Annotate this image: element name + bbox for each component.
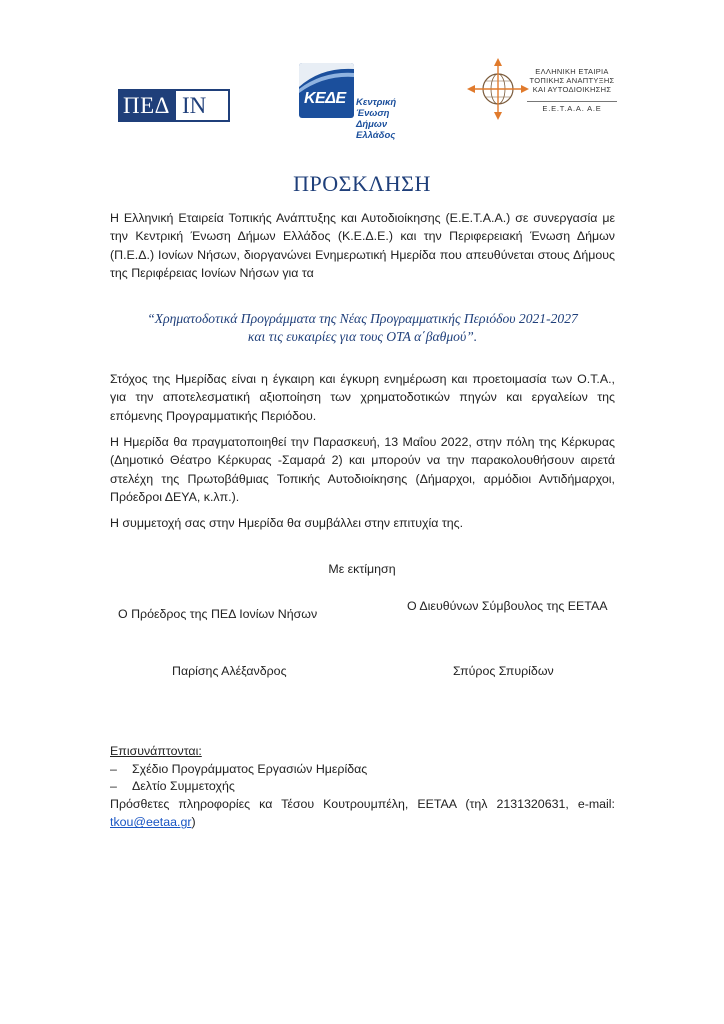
goal-paragraph: Στόχος της Ημερίδας είναι η έγκαιρη και έγκυρη ενημέρωση και προετοιμασία των Ο.Τ.Α., για την αποτελεσματική αξιοποίηση των χρηματοδοτικών πηγών και εργαλείων της επόμενης Προγραμματικής Περιόδου.: [110, 372, 615, 423]
kede-emblem: [299, 63, 354, 118]
kede-subtitle-line1: Κεντρική Ένωση: [356, 97, 397, 119]
eetaa-logo: [467, 57, 617, 121]
eetaa-name-line2: ΤΟΠΙΚΗΣ ΑΝΑΠΤΥΞΗΣ: [529, 76, 615, 85]
kede-subtitle-line2: Δήμων Ελλάδος: [356, 119, 396, 141]
right-signatory-name: Σπύρος Σπυρίδων: [453, 664, 554, 678]
contact-text: Πρόσθετες πληροφορίες κα Τέσου Κουτρουμπέλη, ΕΕΤΑΑ (τηλ 2131320631, e-mail:: [110, 797, 615, 811]
contact-email-link[interactable]: tkou@eetaa.gr: [110, 815, 192, 830]
eetaa-name-line1: ΕΛΛΗΝΙΚΗ ΕΤΑΙΡΙΑ: [535, 67, 609, 76]
ped-logo: [118, 89, 230, 122]
closing-salutation: Με εκτίμηση: [328, 562, 396, 576]
attachment-dash: –: [110, 779, 117, 793]
intro-paragraph: Η Ελληνική Εταιρεία Τοπικής Ανάπτυξης και Αυτοδιοίκησης (Ε.Ε.Τ.Α.Α.) σε συνεργασία με την Κεντρική Ένωση Δήμων Ελλάδος (Κ.Ε.Δ.Ε.) και την Περιφερειακή Ένωση Δήμων (Π.Ε.Δ.) Ιονίων Νήσων, διοργανώνει Ενημερωτική Ημερίδα που απευθύνεται στους Δήμους της Περιφέρειας Ιονίων Νήσων για τα: [110, 211, 615, 281]
event-subject-line1: “Χρηματοδοτικά Προγράμματα της Νέας Προγραμματικής Περιόδου 2021-2027: [147, 311, 578, 326]
eetaa-name-line3: ΚΑΙ ΑΥΤΟΔΙΟΙΚΗΣΗΣ: [532, 85, 612, 94]
event-subject-line2: και τις ευκαιρίες για τους ΟΤΑ α΄βαθμού”.: [247, 329, 478, 344]
contact-end: ): [191, 815, 196, 830]
ped-logo-region: ΙΝ: [176, 89, 230, 122]
page-title: ΠΡΟΣΚΛΗΣΗ: [293, 171, 431, 196]
participation-paragraph: Η συμμετοχή σας στην Ημερίδα θα συμβάλλει στην επιτυχία της.: [110, 516, 464, 530]
event-subject: [110, 310, 615, 346]
attachments-heading: Επισυνάπτονται:: [110, 744, 202, 758]
eetaa-name: [527, 67, 617, 94]
attachment-item-label: Σχέδιο Προγράμματος Εργασιών Ημερίδας: [132, 762, 368, 776]
ped-logo-mark: ΠΕΔ: [118, 89, 176, 122]
attachment-item: [110, 779, 235, 793]
kede-mark: ΚΕΔΕ: [304, 90, 346, 107]
kede-subtitle: [356, 97, 425, 141]
left-signatory-name: Παρίσης Αλέξανδρος: [172, 664, 287, 678]
eetaa-globe-icon: [467, 57, 529, 121]
attachment-dash: –: [110, 762, 117, 776]
contact-info: [110, 795, 615, 832]
eetaa-abbreviation: Ε.Ε.Τ.Α.Α. Α.Ε: [527, 101, 617, 113]
attachment-item-label: Δελτίο Συμμετοχής: [132, 779, 235, 793]
event-paragraph: Η Ημερίδα θα πραγματοποιηθεί την Παρασκευή, 13 Μαΐου 2022, στην πόλη της Κέρκυρας (Δημοτικό Θέατρο Κέρκυρας -Σαμαρά 2) και μπορούν να την παρακολουθήσουν αιρετά στελέχη της Πρωτοβάθμιας Τοπικής Αυτοδιοίκησης (Δήμαρχοι, αρμόδιοι Αντιδήμαρχοι, Πρόεδροι ΔΕΥΑ, κ.λπ.).: [110, 435, 615, 505]
right-signatory-role: Ο Διευθύνων Σύμβουλος της ΕΕΤΑΑ: [407, 599, 608, 613]
kede-logo: [299, 63, 425, 141]
attachment-item: [110, 762, 367, 776]
left-signatory-role: Ο Πρόεδρος της ΠΕΔ Ιονίων Νήσων: [118, 607, 318, 621]
